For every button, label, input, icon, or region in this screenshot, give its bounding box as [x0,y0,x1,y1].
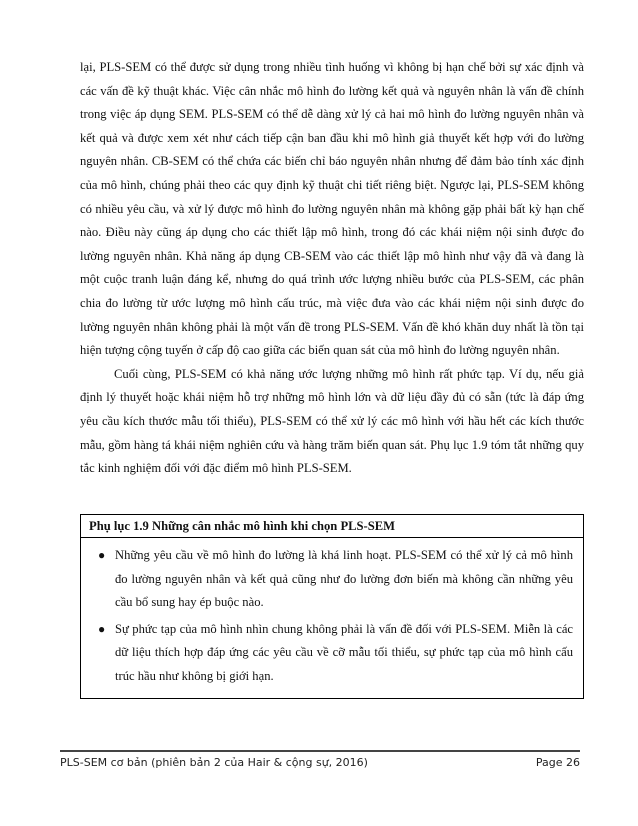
list-item-text: Những yêu cầu về mô hình đo lường là khá linh hoạt. PLS-SEM có thể xử lý cả mô hình đo lường nguyên nhân và kết quả cũng như đo lường đơn biến mà không cần những yêu cầu bổ sung hay ép buộc nào. [115,548,573,610]
bullet-icon: ● [98,621,106,636]
list-item [89,618,573,689]
bullet-icon: ● [98,548,106,562]
list-item-text: Sự phức tạp của mô hình nhìn chung không phải là vấn đề đối với PLS-SEM. Miễn là các dữ liệu thích hợp đáp ứng các yêu cầu về cỡ mẫu tối thiểu, sự phức tạp của mô hình cấu trúc hầu như không bị giới hạn. [115,621,573,683]
appendix-box-list [81,538,583,698]
page-number: Page 26 [535,756,580,769]
appendix-box-title: Phụ lục 1.9 Những cân nhắc mô hình khi chọn PLS-SEM [81,515,583,538]
list-item [89,544,573,615]
footer-divider [60,750,580,752]
body-text [80,56,584,481]
footer-source: PLS-SEM cơ bản (phiên bản 2 của Hair & cộng sự, 2016) [60,756,368,769]
paragraph-1: lại, PLS-SEM có thể được sử dụng trong nhiều tình huống vì không bị hạn chế bởi sự xác định và các vấn đề kỹ thuật khác. Việc cân nhắc mô hình đo lường kết quả và nguyên nhân là vấn đề chính trong việc áp dụng SEM. PLS-SEM có thể dễ dàng xử lý cả hai mô hình đo lường nguyên nhân và kết quả và được xem xét như cách tiếp cận ban đầu khi mô hình giả thuyết kết hợp với đo lường nguyên nhân. CB-SEM có thể chứa các biến chỉ báo nguyên nhân nhưng để đảm bảo tính xác định của mô hình, chúng phải theo các quy định kỹ thuật chi tiết riêng biệt. Ngược lại, PLS-SEM không có nhiều yêu cầu, và xử lý được mô hình đo lường nguyên nhân mà không gặp phải bất kỳ hạn chế nào. Điều này cũng áp dụng cho các thiết lập mô hình, trong đó các khái niệm nội sinh được đo lường nguyên nhân. Khả năng áp dụng CB-SEM vào các thiết lập mô hình như vậy đã và đang là một cuộc tranh luận đáng kể, nhưng do quá trình ước lượng nhiều bước của PLS-SEM, các phân chia đo lường từ ước lượng mô hình cấu trúc, mà việc đưa vào các khái niệm nội sinh được đo lường nguyên nhân không phải là một vấn đề trong PLS-SEM. Vấn đề khó khăn duy nhất là tồn tại hiện tượng cộng tuyến ở cấp độ cao giữa các biến quan sát của mô hình đo lường nguyên nhân. [80,60,584,358]
appendix-box [80,514,584,699]
paragraph-2: Cuối cùng, PLS-SEM có khả năng ước lượng những mô hình rất phức tạp. Ví dụ, nếu giả định lý thuyết hoặc khái niệm hỗ trợ những mô hình lớn và dữ liệu đầy đủ có sẵn (tức là đáp ứng yêu cầu kích thước mẫu tối thiểu), PLS-SEM có thể xử lý các mô hình với hầu hết các kích thước mẫu, gồm hàng tá khái niệm nghiên cứu và hàng trăm biến quan sát. Phụ lục 1.9 tóm tắt những quy tắc kinh nghiệm đối với đặc điểm mô hình PLS-SEM. [80,366,584,476]
page-footer [60,756,580,769]
